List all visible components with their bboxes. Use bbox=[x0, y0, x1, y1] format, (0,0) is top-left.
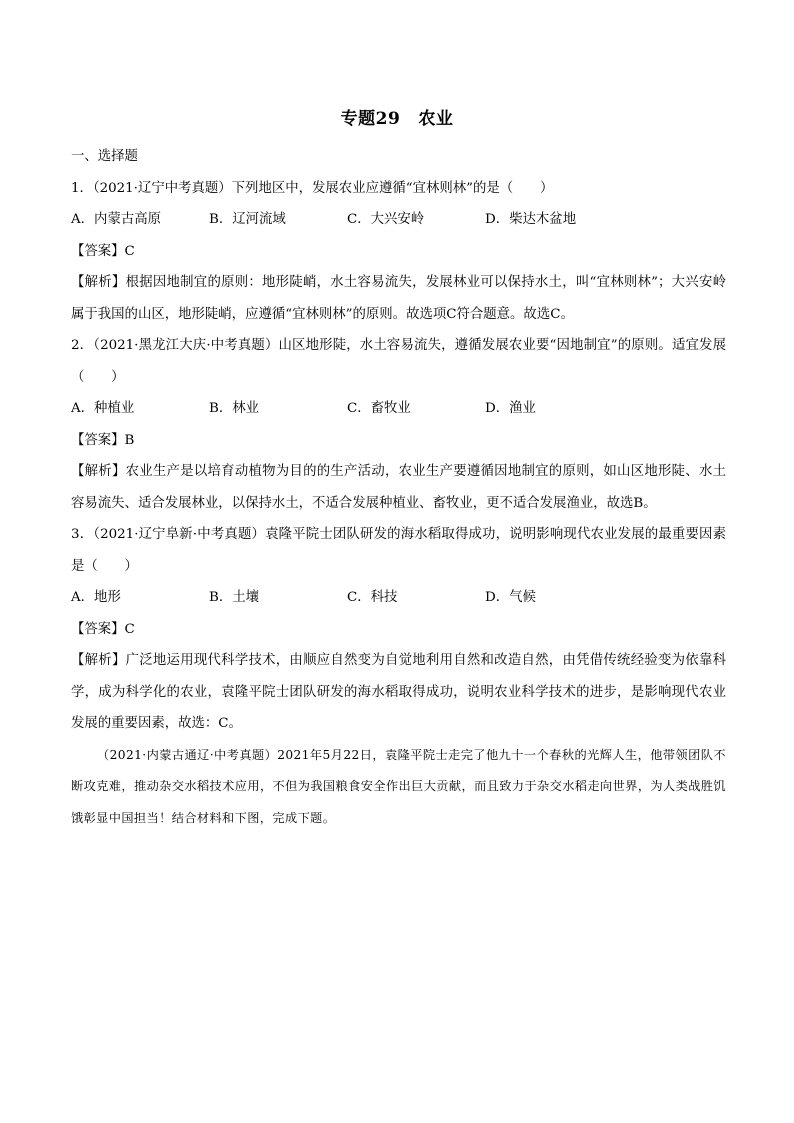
title-topic-number: 专题29 bbox=[340, 109, 401, 129]
question-1-stem: 1．（2021·辽宁中考真题）下列地区中，发展农业应遵循“宜林则林”的是（ ） bbox=[71, 180, 554, 196]
question-2-stem: 2．（2021·黑龙江大庆·中考真题）山区地形陡，水土容易流失，遵循发展农业要“因地制宜”的原则。适宜发展（ ） bbox=[71, 338, 726, 385]
question-1-option-b: B．辽河流域 bbox=[209, 212, 286, 227]
page-title bbox=[0, 104, 794, 129]
question-2-option-b: B．林业 bbox=[209, 401, 260, 416]
question-3-options bbox=[71, 582, 726, 614]
question-1-option-a: A．内蒙古高原 bbox=[71, 212, 162, 227]
question-3-option-d: D．气候 bbox=[485, 590, 536, 605]
question-3-option-a: A．地形 bbox=[71, 590, 121, 605]
question-2-option-d: D．渔业 bbox=[485, 401, 536, 416]
question-3-option-c: C．科技 bbox=[347, 590, 398, 605]
question-1-option-d: D．柴达木盆地 bbox=[485, 212, 577, 227]
question-3-stem: 3．（2021·辽宁阜新·中考真题）袁隆平院士团队研发的海水稻取得成功，说明影响现代农业发展的最重要因素是（ ） bbox=[71, 527, 726, 574]
question-2-analysis: 【解析】农业生产是以培育动植物为目的的生产活动，农业生产要遵循因地制宜的原则，如山区地形陡、水土容易流失、适合发展林业，以保持水土，不适合发展种植业、畜牧业，更不适合发展渔业，故选B。 bbox=[71, 464, 726, 511]
question-2-option-a: A．种植业 bbox=[71, 401, 135, 416]
question-2-options bbox=[71, 393, 726, 425]
question-1-options bbox=[71, 204, 726, 236]
question-3-option-b: B．土壤 bbox=[209, 590, 260, 605]
question-2-option-c: C．畜牧业 bbox=[347, 401, 411, 416]
section-heading: 一、选择题 bbox=[71, 149, 138, 164]
document-content bbox=[71, 141, 726, 834]
question-2-answer: 【答案】B bbox=[71, 432, 135, 448]
question-1-analysis: 【解析】根据因地制宜的原则：地形陡峭，水土容易流失，发展林业可以保持水土，叫“宜林则林”；大兴安岭属于我国的山区，地形陡峭，应遵循“宜林则林”的原则。故选项C符合题意。故选C。 bbox=[71, 275, 726, 322]
question-3-analysis: 【解析】广泛地运用现代科学技术，由顺应自然变为自觉地利用自然和改造自然，由凭借传统经验变为依靠科学，成为科学化的农业，袁隆平院士团队研发的海水稻取得成功，说明农业科学技术的进步，是影响现代农业发展的重要因素，故选：C。 bbox=[71, 653, 726, 731]
question-1-answer: 【答案】C bbox=[71, 243, 135, 259]
reading-material: （2021·内蒙古通辽·中考真题）2021年5月22日，袁隆平院士走完了他九十一个春秋的光辉人生，他带领团队不断攻克难，推动杂交水稻技术应用，不但为我国粮食安全作出巨大贡献，而且致力于杂交水稻走向世界，为人类战胜饥饿彰显中国担当！结合材料和下图，完成下题。 bbox=[71, 747, 726, 825]
question-1-option-c: C．大兴安岭 bbox=[347, 212, 425, 227]
title-topic-name: 农业 bbox=[418, 109, 454, 129]
question-3-answer: 【答案】C bbox=[71, 621, 135, 637]
